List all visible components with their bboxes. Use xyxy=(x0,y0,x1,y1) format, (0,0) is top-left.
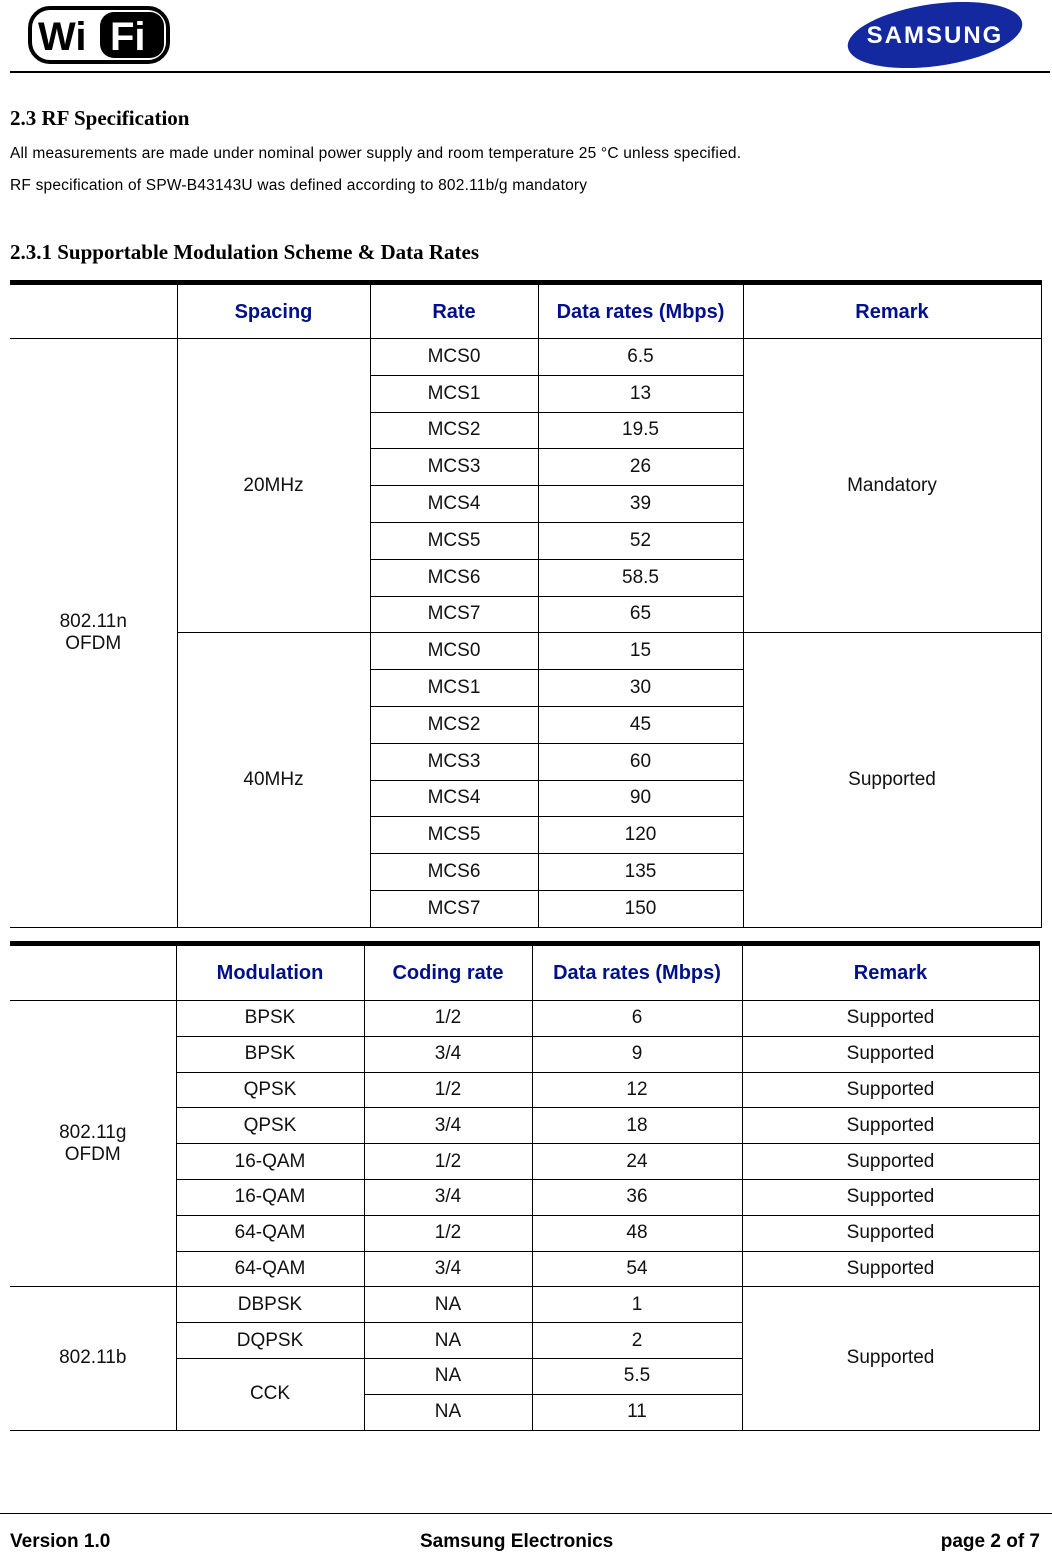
data-rate-cell: 45 xyxy=(538,706,743,743)
rate-cell: MCS4 xyxy=(370,780,538,817)
rate-cell: MCS6 xyxy=(370,559,538,596)
header-remark: Remark xyxy=(743,283,1041,339)
rate-cell: MCS2 xyxy=(370,706,538,743)
rate-cell: MCS1 xyxy=(370,375,538,412)
data-rate-cell: 2 xyxy=(532,1323,742,1359)
rate-cell: MCS3 xyxy=(370,449,538,486)
data-rate-cell: 58.5 xyxy=(538,559,743,596)
modulation-cell: QPSK xyxy=(176,1072,364,1108)
svg-text:Fi: Fi xyxy=(110,15,146,59)
coding-rate-cell: 1/2 xyxy=(364,1144,532,1180)
header-data-rates: Data rates (Mbps) xyxy=(532,944,742,1001)
data-rate-cell: 36 xyxy=(532,1179,742,1215)
modulation-cell: BPSK xyxy=(176,1001,364,1037)
remark-cell: Supported xyxy=(742,1215,1039,1251)
header-coding-rate: Coding rate xyxy=(364,944,532,1001)
modulation-cell: CCK xyxy=(176,1358,364,1430)
rate-cell: MCS5 xyxy=(370,522,538,559)
data-rate-cell: 11 xyxy=(532,1394,742,1430)
remark-cell: Supported xyxy=(742,1179,1039,1215)
rate-cell: MCS7 xyxy=(370,890,538,927)
rate-cell: MCS6 xyxy=(370,854,538,891)
table-row xyxy=(10,1287,1039,1323)
data-rate-cell: 1 xyxy=(532,1287,742,1323)
coding-rate-cell: 3/4 xyxy=(364,1036,532,1072)
table-80211gb xyxy=(10,941,1040,1431)
footer-page-number: page 2 of 7 xyxy=(940,1531,1040,1552)
remark-cell: Mandatory xyxy=(743,339,1041,633)
coding-rate-cell: NA xyxy=(364,1287,532,1323)
header-modulation: Modulation xyxy=(176,944,364,1001)
data-rate-cell: 90 xyxy=(538,780,743,817)
modulation-cell: 64-QAM xyxy=(176,1215,364,1251)
remark-cell: Supported xyxy=(742,1108,1039,1144)
data-rate-cell: 52 xyxy=(538,522,743,559)
coding-rate-cell: 1/2 xyxy=(364,1215,532,1251)
table-row xyxy=(10,339,1041,376)
rate-cell: MCS3 xyxy=(370,743,538,780)
data-rate-cell: 54 xyxy=(532,1251,742,1287)
modulation-cell: DBPSK xyxy=(176,1287,364,1323)
spacing-cell: 20MHz xyxy=(177,339,370,633)
remark-cell: Supported xyxy=(743,633,1041,927)
header-spacing: Spacing xyxy=(177,283,370,339)
modulation-cell: BPSK xyxy=(176,1036,364,1072)
rate-cell: MCS0 xyxy=(370,633,538,670)
coding-rate-cell: NA xyxy=(364,1394,532,1430)
data-rate-cell: 6.5 xyxy=(538,339,743,376)
modulation-cell: QPSK xyxy=(176,1108,364,1144)
coding-rate-cell: 3/4 xyxy=(364,1108,532,1144)
footer-version: Version 1.0 xyxy=(10,1531,111,1552)
footer-company: Samsung Electronics xyxy=(420,1531,614,1552)
subsection-title: 2.3.1 Supportable Modulation Scheme & Data Rates xyxy=(10,240,480,264)
data-rate-cell: 15 xyxy=(538,633,743,670)
footer-divider xyxy=(0,1513,1052,1514)
coding-rate-cell: 1/2 xyxy=(364,1072,532,1108)
section-text-line-1: All measurements are made under nominal power supply and room temperature 25 °C unless specified. xyxy=(10,145,742,162)
remark-cell: Supported xyxy=(742,1072,1039,1108)
rate-cell: MCS4 xyxy=(370,486,538,523)
header-blank xyxy=(10,944,176,1001)
remark-cell: Supported xyxy=(742,1036,1039,1072)
modulation-cell: 64-QAM xyxy=(176,1251,364,1287)
data-rate-cell: 30 xyxy=(538,670,743,707)
data-rate-cell: 9 xyxy=(532,1036,742,1072)
rate-cell: MCS7 xyxy=(370,596,538,633)
header-remark: Remark xyxy=(742,944,1039,1001)
modulation-cell: DQPSK xyxy=(176,1323,364,1359)
modulation-cell: 16-QAM xyxy=(176,1179,364,1215)
table-header-row xyxy=(10,944,1039,1001)
data-rate-cell: 65 xyxy=(538,596,743,633)
rate-cell: MCS2 xyxy=(370,412,538,449)
rate-cell: MCS1 xyxy=(370,670,538,707)
data-rate-cell: 19.5 xyxy=(538,412,743,449)
table-80211n xyxy=(10,280,1042,928)
data-rate-cell: 39 xyxy=(538,486,743,523)
data-rate-cell: 13 xyxy=(538,375,743,412)
coding-rate-cell: 3/4 xyxy=(364,1251,532,1287)
coding-rate-cell: 1/2 xyxy=(364,1001,532,1037)
rate-cell: MCS0 xyxy=(370,339,538,376)
data-rate-cell: 26 xyxy=(538,449,743,486)
header-rate: Rate xyxy=(370,283,538,339)
svg-text:Wi: Wi xyxy=(38,15,87,59)
header-data-rates: Data rates (Mbps) xyxy=(538,283,743,339)
coding-rate-cell: NA xyxy=(364,1358,532,1394)
remark-cell: Supported xyxy=(742,1144,1039,1180)
wifi-logo xyxy=(28,6,170,64)
section-title: 2.3 RF Specification xyxy=(10,106,190,130)
data-rate-cell: 18 xyxy=(532,1108,742,1144)
data-rate-cell: 120 xyxy=(538,817,743,854)
remark-cell: Supported xyxy=(742,1287,1039,1430)
table-row xyxy=(10,1001,1039,1037)
section-text-line-2: RF specification of SPW-B43143U was defined according to 802.11b/g mandatory xyxy=(10,177,588,194)
svg-text:SAMSUNG: SAMSUNG xyxy=(866,22,1004,49)
coding-rate-cell: NA xyxy=(364,1323,532,1359)
header-blank xyxy=(10,283,177,339)
data-rate-cell: 12 xyxy=(532,1072,742,1108)
standard-cell: 802.11n OFDM xyxy=(10,339,177,928)
modulation-cell: 16-QAM xyxy=(176,1144,364,1180)
data-rate-cell: 6 xyxy=(532,1001,742,1037)
spacing-cell: 40MHz xyxy=(177,633,370,927)
data-rate-cell: 48 xyxy=(532,1215,742,1251)
coding-rate-cell: 3/4 xyxy=(364,1179,532,1215)
data-rate-cell: 5.5 xyxy=(532,1358,742,1394)
header-divider xyxy=(10,71,1050,73)
data-rate-cell: 60 xyxy=(538,743,743,780)
rate-cell: MCS5 xyxy=(370,817,538,854)
standard-cell: 802.11b xyxy=(10,1287,176,1430)
standard-cell: 802.11g OFDM xyxy=(10,1001,176,1287)
table-header-row xyxy=(10,283,1041,339)
remark-cell: Supported xyxy=(742,1251,1039,1287)
data-rate-cell: 135 xyxy=(538,854,743,891)
data-rate-cell: 150 xyxy=(538,890,743,927)
samsung-logo xyxy=(846,2,1024,68)
data-rate-cell: 24 xyxy=(532,1144,742,1180)
remark-cell: Supported xyxy=(742,1001,1039,1037)
